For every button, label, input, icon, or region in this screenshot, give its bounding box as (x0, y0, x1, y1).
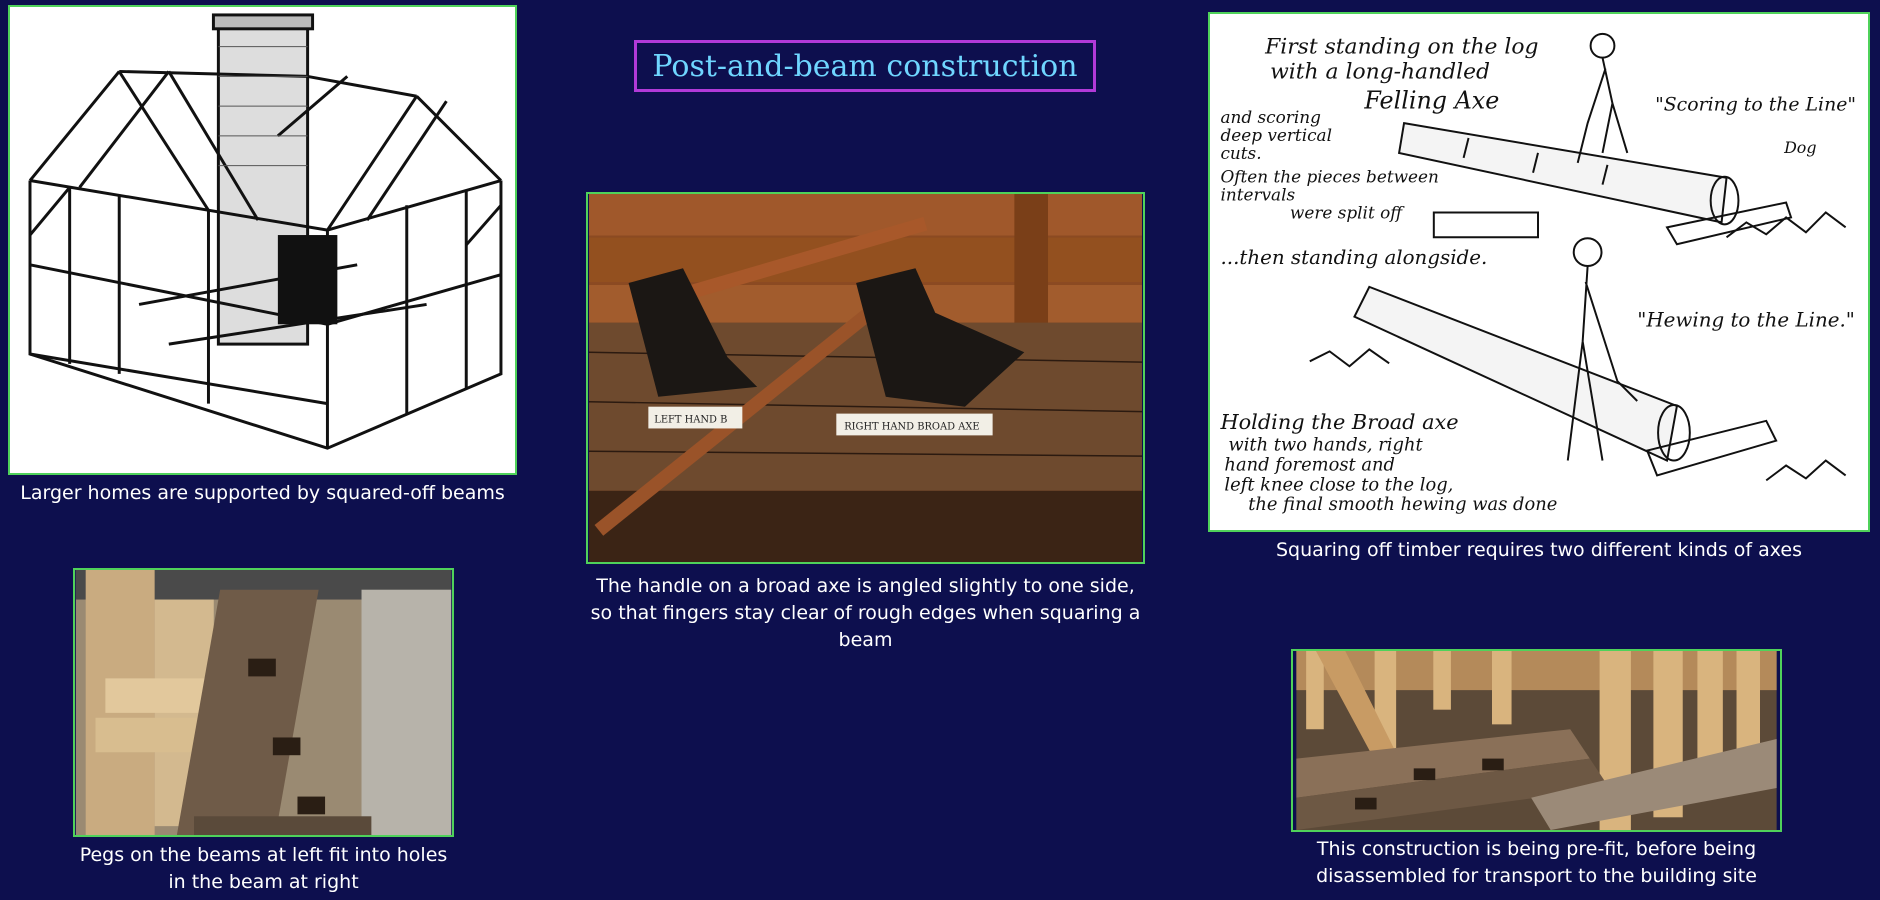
page-title (634, 40, 1096, 92)
illus-text-scoring: "Scoring to the Line" (1655, 94, 1857, 116)
prefit-photo (1291, 649, 1782, 832)
illus-text-holding: Holding the Broad axe (1220, 409, 1459, 434)
axes-caption (586, 573, 1145, 654)
prefit-caption (1291, 836, 1782, 890)
illus-text-cuts: cuts. (1220, 142, 1262, 163)
illus-text-two-hands: with two hands, right (1228, 434, 1423, 456)
squaring-caption (1208, 537, 1870, 564)
prefit-image (1293, 651, 1780, 830)
illus-text-then: ...then standing alongside. (1220, 246, 1488, 270)
pegs-caption-text: Pegs on the beams at left fit into holes in the beam at right (79, 844, 448, 893)
frame-caption-text: Larger homes are supported by squared-off beams (20, 482, 505, 504)
illus-text-knee: left knee close to the log, (1224, 474, 1454, 496)
illus-text-dog: Dog (1784, 137, 1817, 157)
house-frame-drawing (10, 7, 515, 473)
illus-text-often: Often the pieces between (1220, 166, 1439, 187)
squaring-caption-text: Squaring off timber requires two different kinds of axes (1275, 539, 1803, 561)
left-axe-label: LEFT HAND B (654, 414, 728, 426)
axes-caption-text: The handle on a broad axe is angled slightly to one side, so that fingers stay clear of rough edges when squaring a beam (590, 575, 1141, 651)
broad-axes-image (588, 194, 1143, 562)
broad-axes-photo (586, 192, 1145, 564)
page-title-text: Post-and-beam construction (652, 48, 1078, 84)
squaring-drawing (1210, 14, 1868, 530)
illus-text-and-scoring: and scoring (1220, 107, 1321, 128)
illus-text-hewing: "Hewing to the Line." (1637, 308, 1855, 332)
illus-text-final: the final smooth hewing was done (1248, 494, 1558, 516)
pegs-image (75, 570, 452, 835)
prefit-caption-text: This construction is being pre-fit, before being disassembled for transport to the building site (1316, 838, 1757, 887)
right-axe-label: RIGHT HAND BROAD AXE (844, 421, 980, 433)
illus-text-line2: with a long-handled (1270, 59, 1490, 85)
pegs-photo (73, 568, 454, 837)
illus-text-split: were split off (1289, 202, 1403, 223)
squaring-timber-illustration (1208, 12, 1870, 532)
pegs-caption (73, 842, 454, 896)
illus-text-felling: Felling Axe (1364, 86, 1500, 115)
illus-text-deep: deep vertical (1220, 125, 1332, 146)
illus-text-line1: First standing on the log (1265, 34, 1539, 60)
house-frame-illustration (8, 5, 517, 475)
illus-text-intervals: intervals (1220, 184, 1296, 205)
frame-caption (8, 480, 517, 507)
illus-text-foremost: hand foremost and (1224, 454, 1395, 476)
